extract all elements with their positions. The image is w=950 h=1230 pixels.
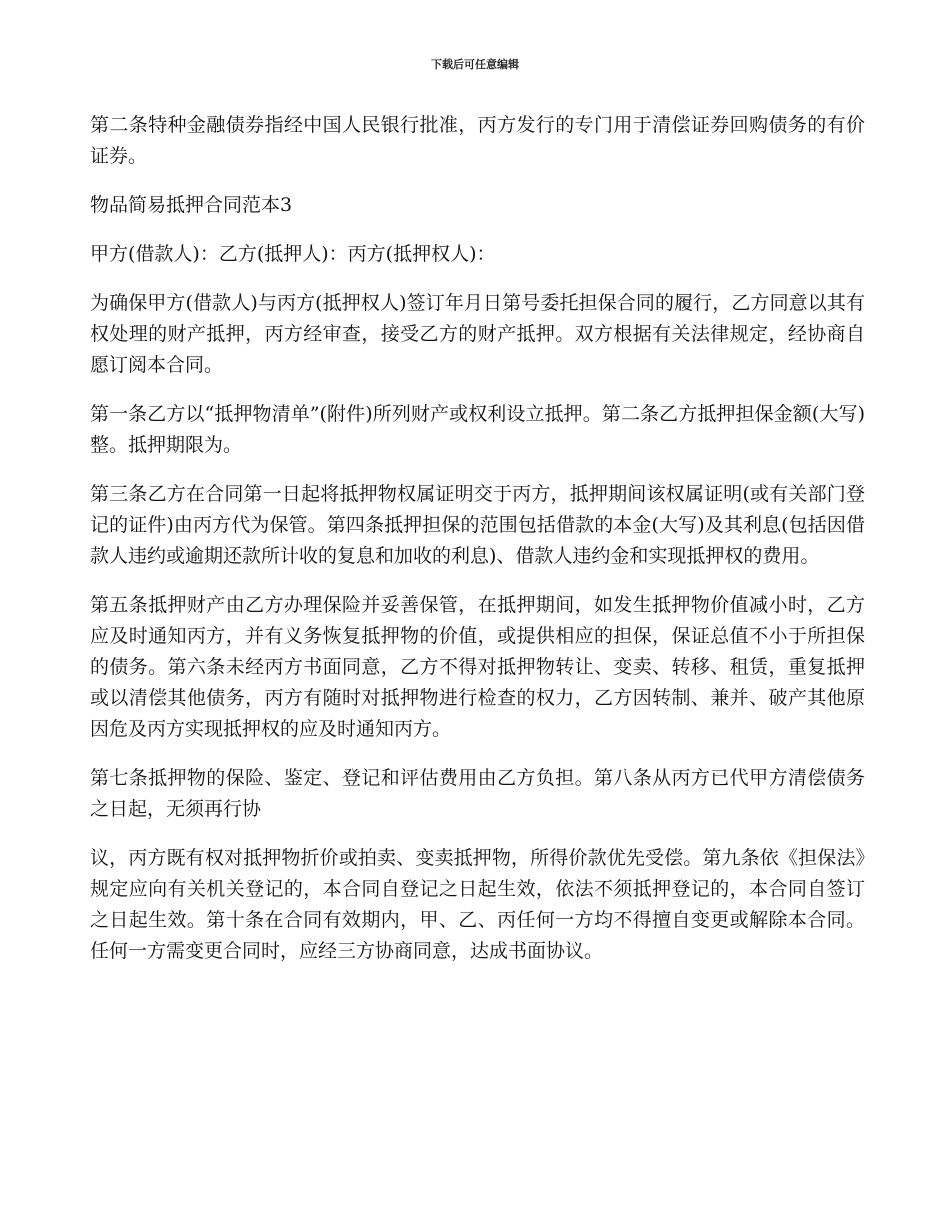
document-body (90, 110, 865, 985)
paragraph-articles-3-4: 第三条乙方在合同第一日起将抵押物权属证明交于丙方，抵押期间该权属证明(或有关部门登记的证件)由丙方代为保管。第四条抵押担保的范围包括借款的本金(大写)及其利息(包括因借款人违约或逾期还款所计收的复息和加收的利息)、借款人违约金和实现抵押权的费用。 (90, 483, 865, 567)
paragraph-articles-8-10: 议，丙方既有权对抵押物折价或拍卖、变卖抵押物，所得价款优先受偿。第九条依《担保法》规定应向有关机关登记的，本合同自登记之日起生效，依法不须抵押登记的，本合同自签订之日起生效。第十条在合同有效期内，甲、乙、丙任何一方均不得擅自变更或解除本合同。任何一方需变更合同时，应经三方协商同意，达成书面协议。 (90, 847, 865, 962)
paragraph-articles-5-6: 第五条抵押财产由乙方办理保险并妥善保管，在抵押期间，如发生抵押物价值减小时，乙方应及时通知丙方，并有义务恢复抵押物的价值，或提供相应的担保，保证总值不小于所担保的债务。第六条未经丙方书面同意，乙方不得对抵押物转让、变卖、转移、租赁，重复抵押或以清偿其他债务，丙方有随时对抵押物进行检查的权力，乙方因转制、兼并、破产其他原因危及丙方实现抵押权的应及时通知丙方。 (90, 594, 865, 740)
paragraph-article-2-bonds: 第二条特种金融债券指经中国人民银行批准，丙方发行的专门用于清偿证券回购债务的有价证券。 (90, 114, 865, 167)
paragraph-articles-7-8: 第七条抵押物的保险、鉴定、登记和评估费用由乙方负担。第八条从丙方已代甲方清偿债务之日起，无须再行协 (90, 767, 865, 820)
page-header: 下载后可任意编辑 (431, 58, 519, 71)
paragraph-articles-1-2: 第一条乙方以“抵押物清单”(附件)所列财产或权利设立抵押。第二条乙方抵押担保金额(大写)整。抵押期限为。 (90, 403, 865, 456)
paragraph-preamble: 为确保甲方(借款人)与丙方(抵押权人)签订年月日第号委托担保合同的履行，乙方同意以其有权处理的财产抵押，丙方经审查，接受乙方的财产抵押。双方根据有关法律规定，经协商自愿订阅本合同。 (90, 292, 865, 376)
parties-line: 甲方(借款人)：乙方(抵押人)：丙方(抵押权人)： (90, 243, 496, 265)
contract-title: 物品简易抵押合同范本3 (90, 194, 293, 216)
